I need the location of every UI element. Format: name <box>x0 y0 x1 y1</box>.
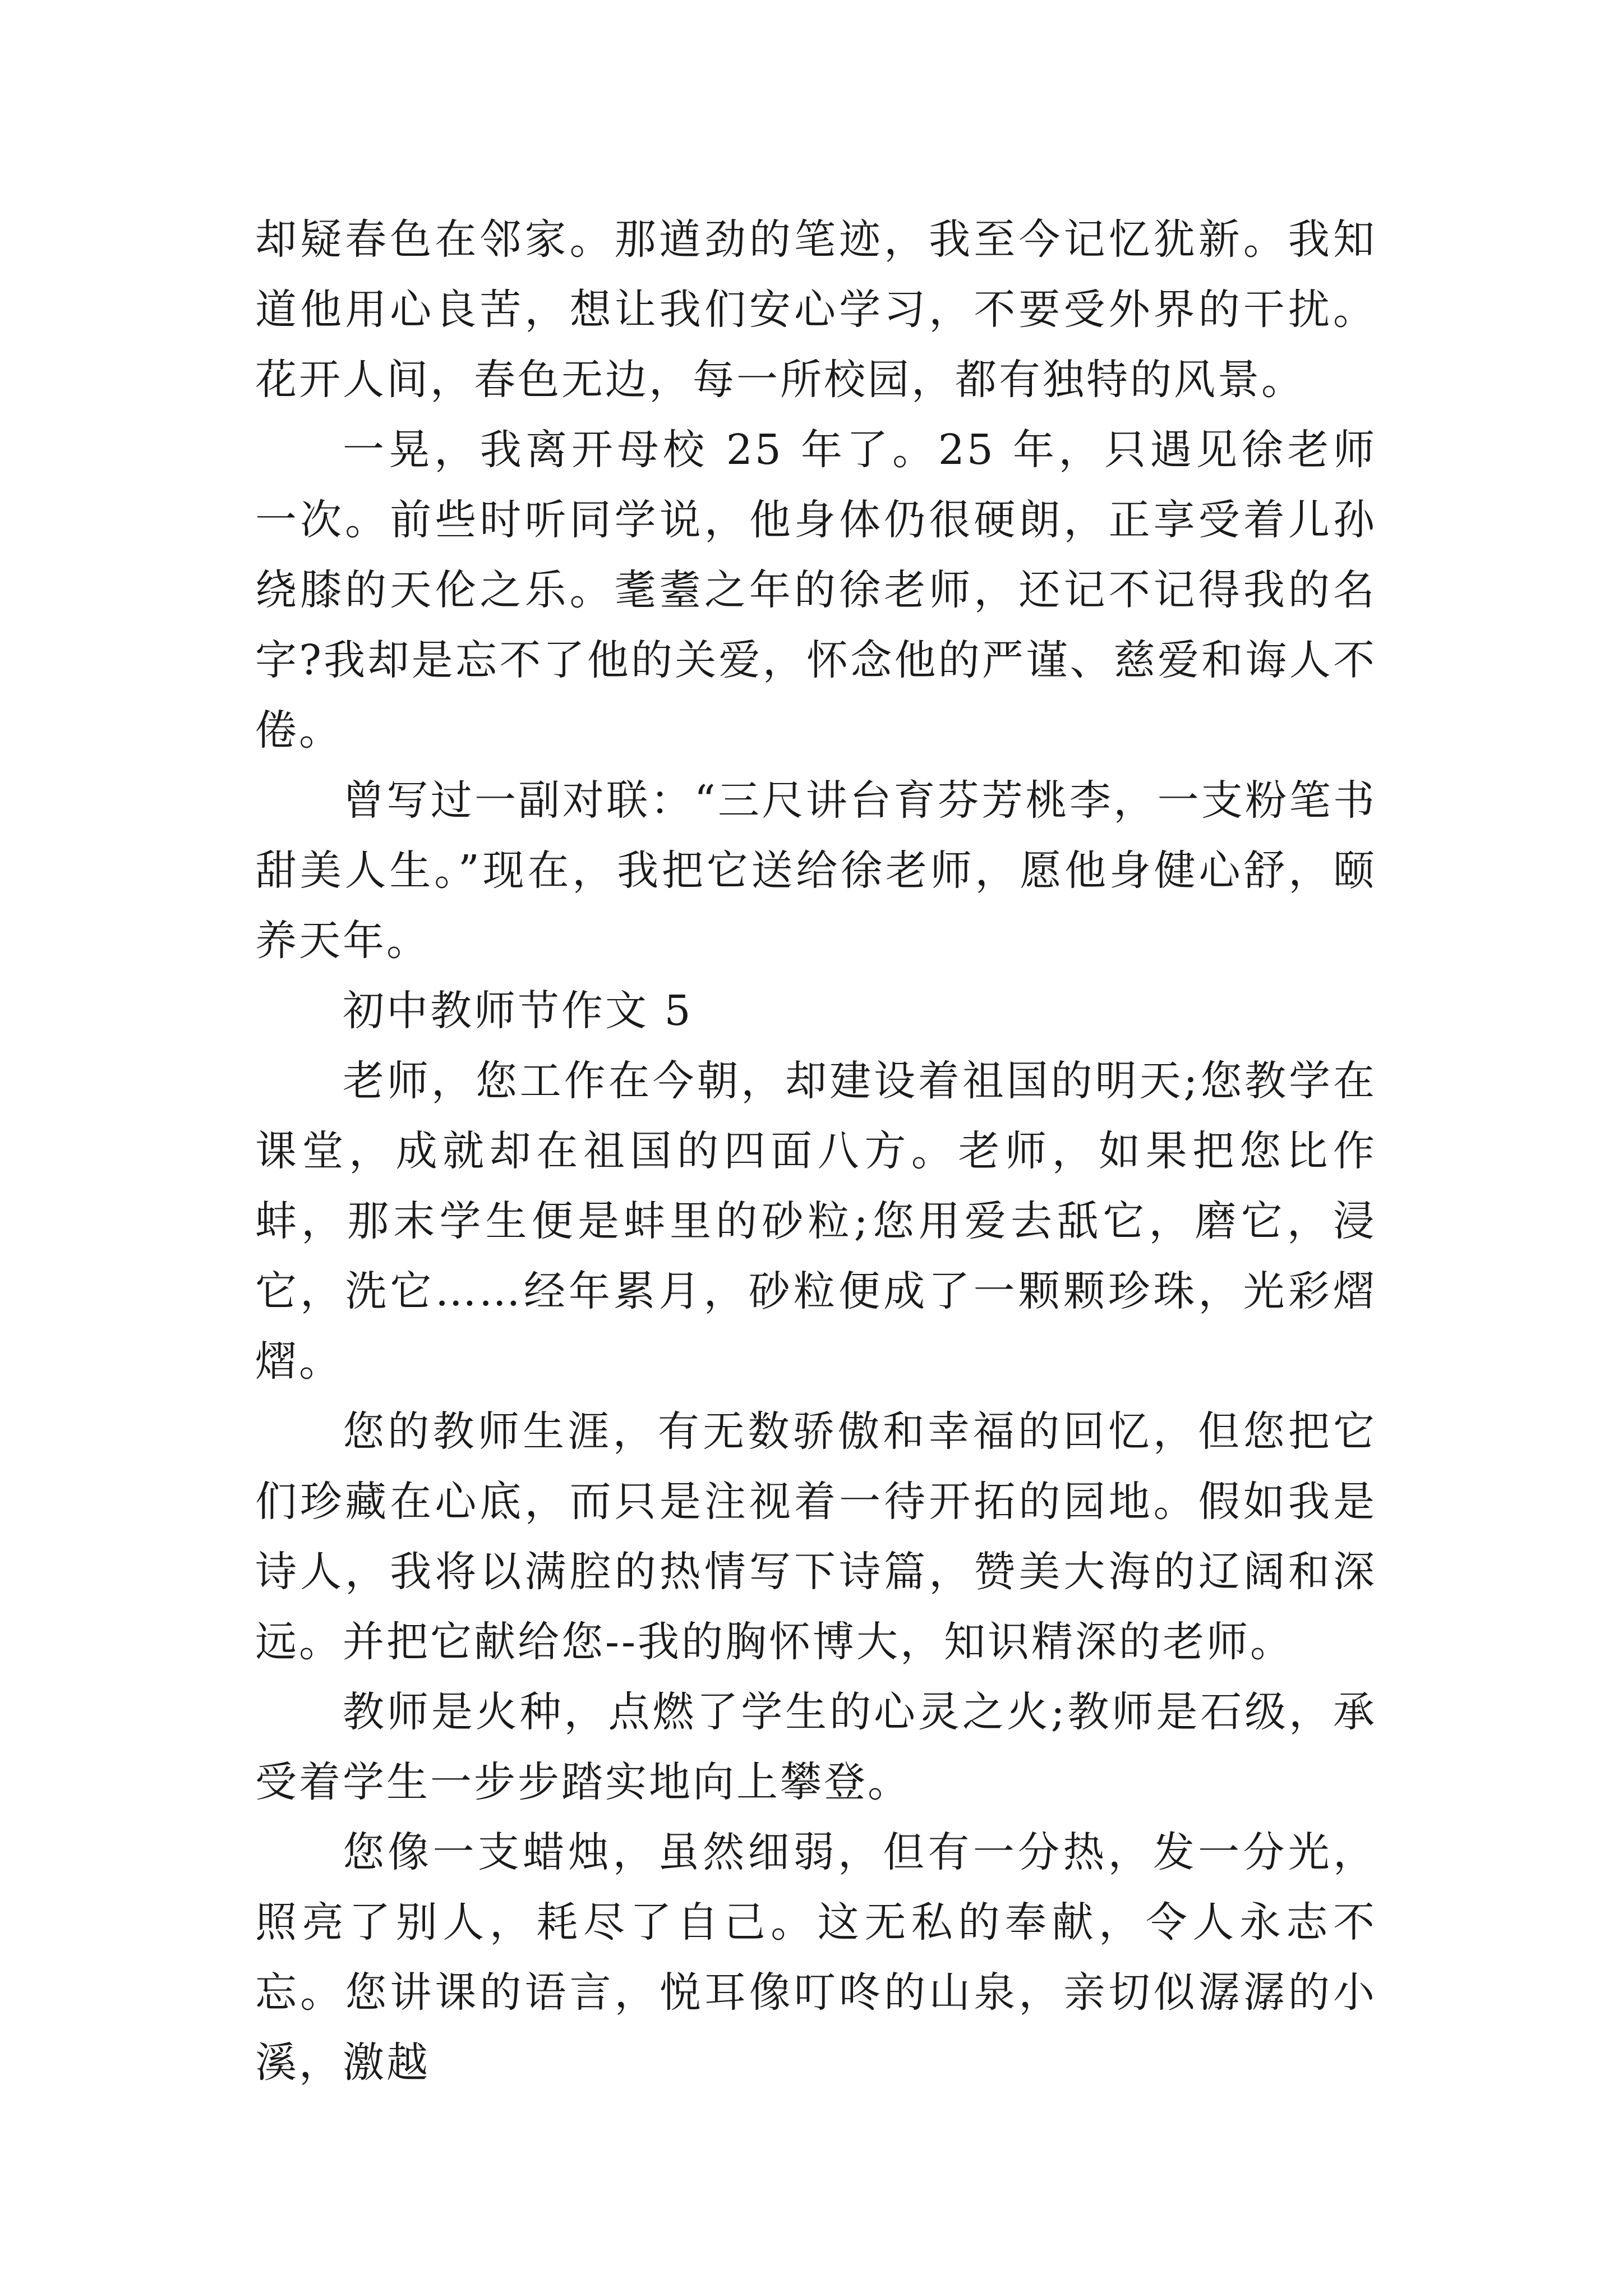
paragraph-teacher-spark: 教师是火种，点燃了学生的心灵之火;教师是石级，承受着学生一步步踏实地向上攀登。 <box>255 1688 1377 1806</box>
paragraph-teaching-career: 您的教师生涯，有无数骄傲和幸福的回忆，但您把它们珍藏在心底，而只是注视着一待开拓的园地。假如我是诗人，我将以满腔的热情写下诗篇，赞美大海的辽阔和深远。并把它献给您--我的胸怀博大，知识精深的老师。 <box>255 1407 1377 1666</box>
document-body <box>255 205 1377 2098</box>
paragraph-continuation: 却疑春色在邻家。那遒劲的笔迹，我至今记忆犹新。我知道他用心良苦，想让我们安心学习，不要受外界的干扰。花开人间，春色无边，每一所校园，都有独特的风景。 <box>255 215 1377 404</box>
paragraph-candle: 您像一支蜡烛，虽然细弱，但有一分热，发一分光，照亮了别人，耗尽了自己。这无私的奉献，令人永志不忘。您讲课的语言，悦耳像叮咚的山泉，亲切似潺潺的小溪，激越 <box>255 1828 1377 2087</box>
paragraph-leaving-school: 一晃，我离开母校 25 年了。25 年，只遇见徐老师一次。前些时听同学说，他身体仍很硬朗，正享受着儿孙绕膝的天伦之乐。耄耋之年的徐老师，还记不记得我的名字?我却是忘不了他的关爱，怀念他的严谨、慈爱和诲人不倦。 <box>255 426 1377 754</box>
essay-heading: 初中教师节作文 5 <box>343 987 693 1035</box>
paragraph-couplet: 曾写过一副对联：“三尺讲台育芬芳桃李，一支粉笔书甜美人生。”现在，我把它送给徐老师，愿他身健心舒，颐养天年。 <box>255 776 1377 965</box>
paragraph-teacher-today: 老师，您工作在今朝，却建设着祖国的明天;您教学在课堂，成就却在祖国的四面八方。老师，如果把您比作蚌，那末学生便是蚌里的砂粒;您用爱去舐它，磨它，浸它，洗它……经年累月，砂粒便成了一颗颗珍珠，光彩熠熠。 <box>255 1057 1377 1386</box>
